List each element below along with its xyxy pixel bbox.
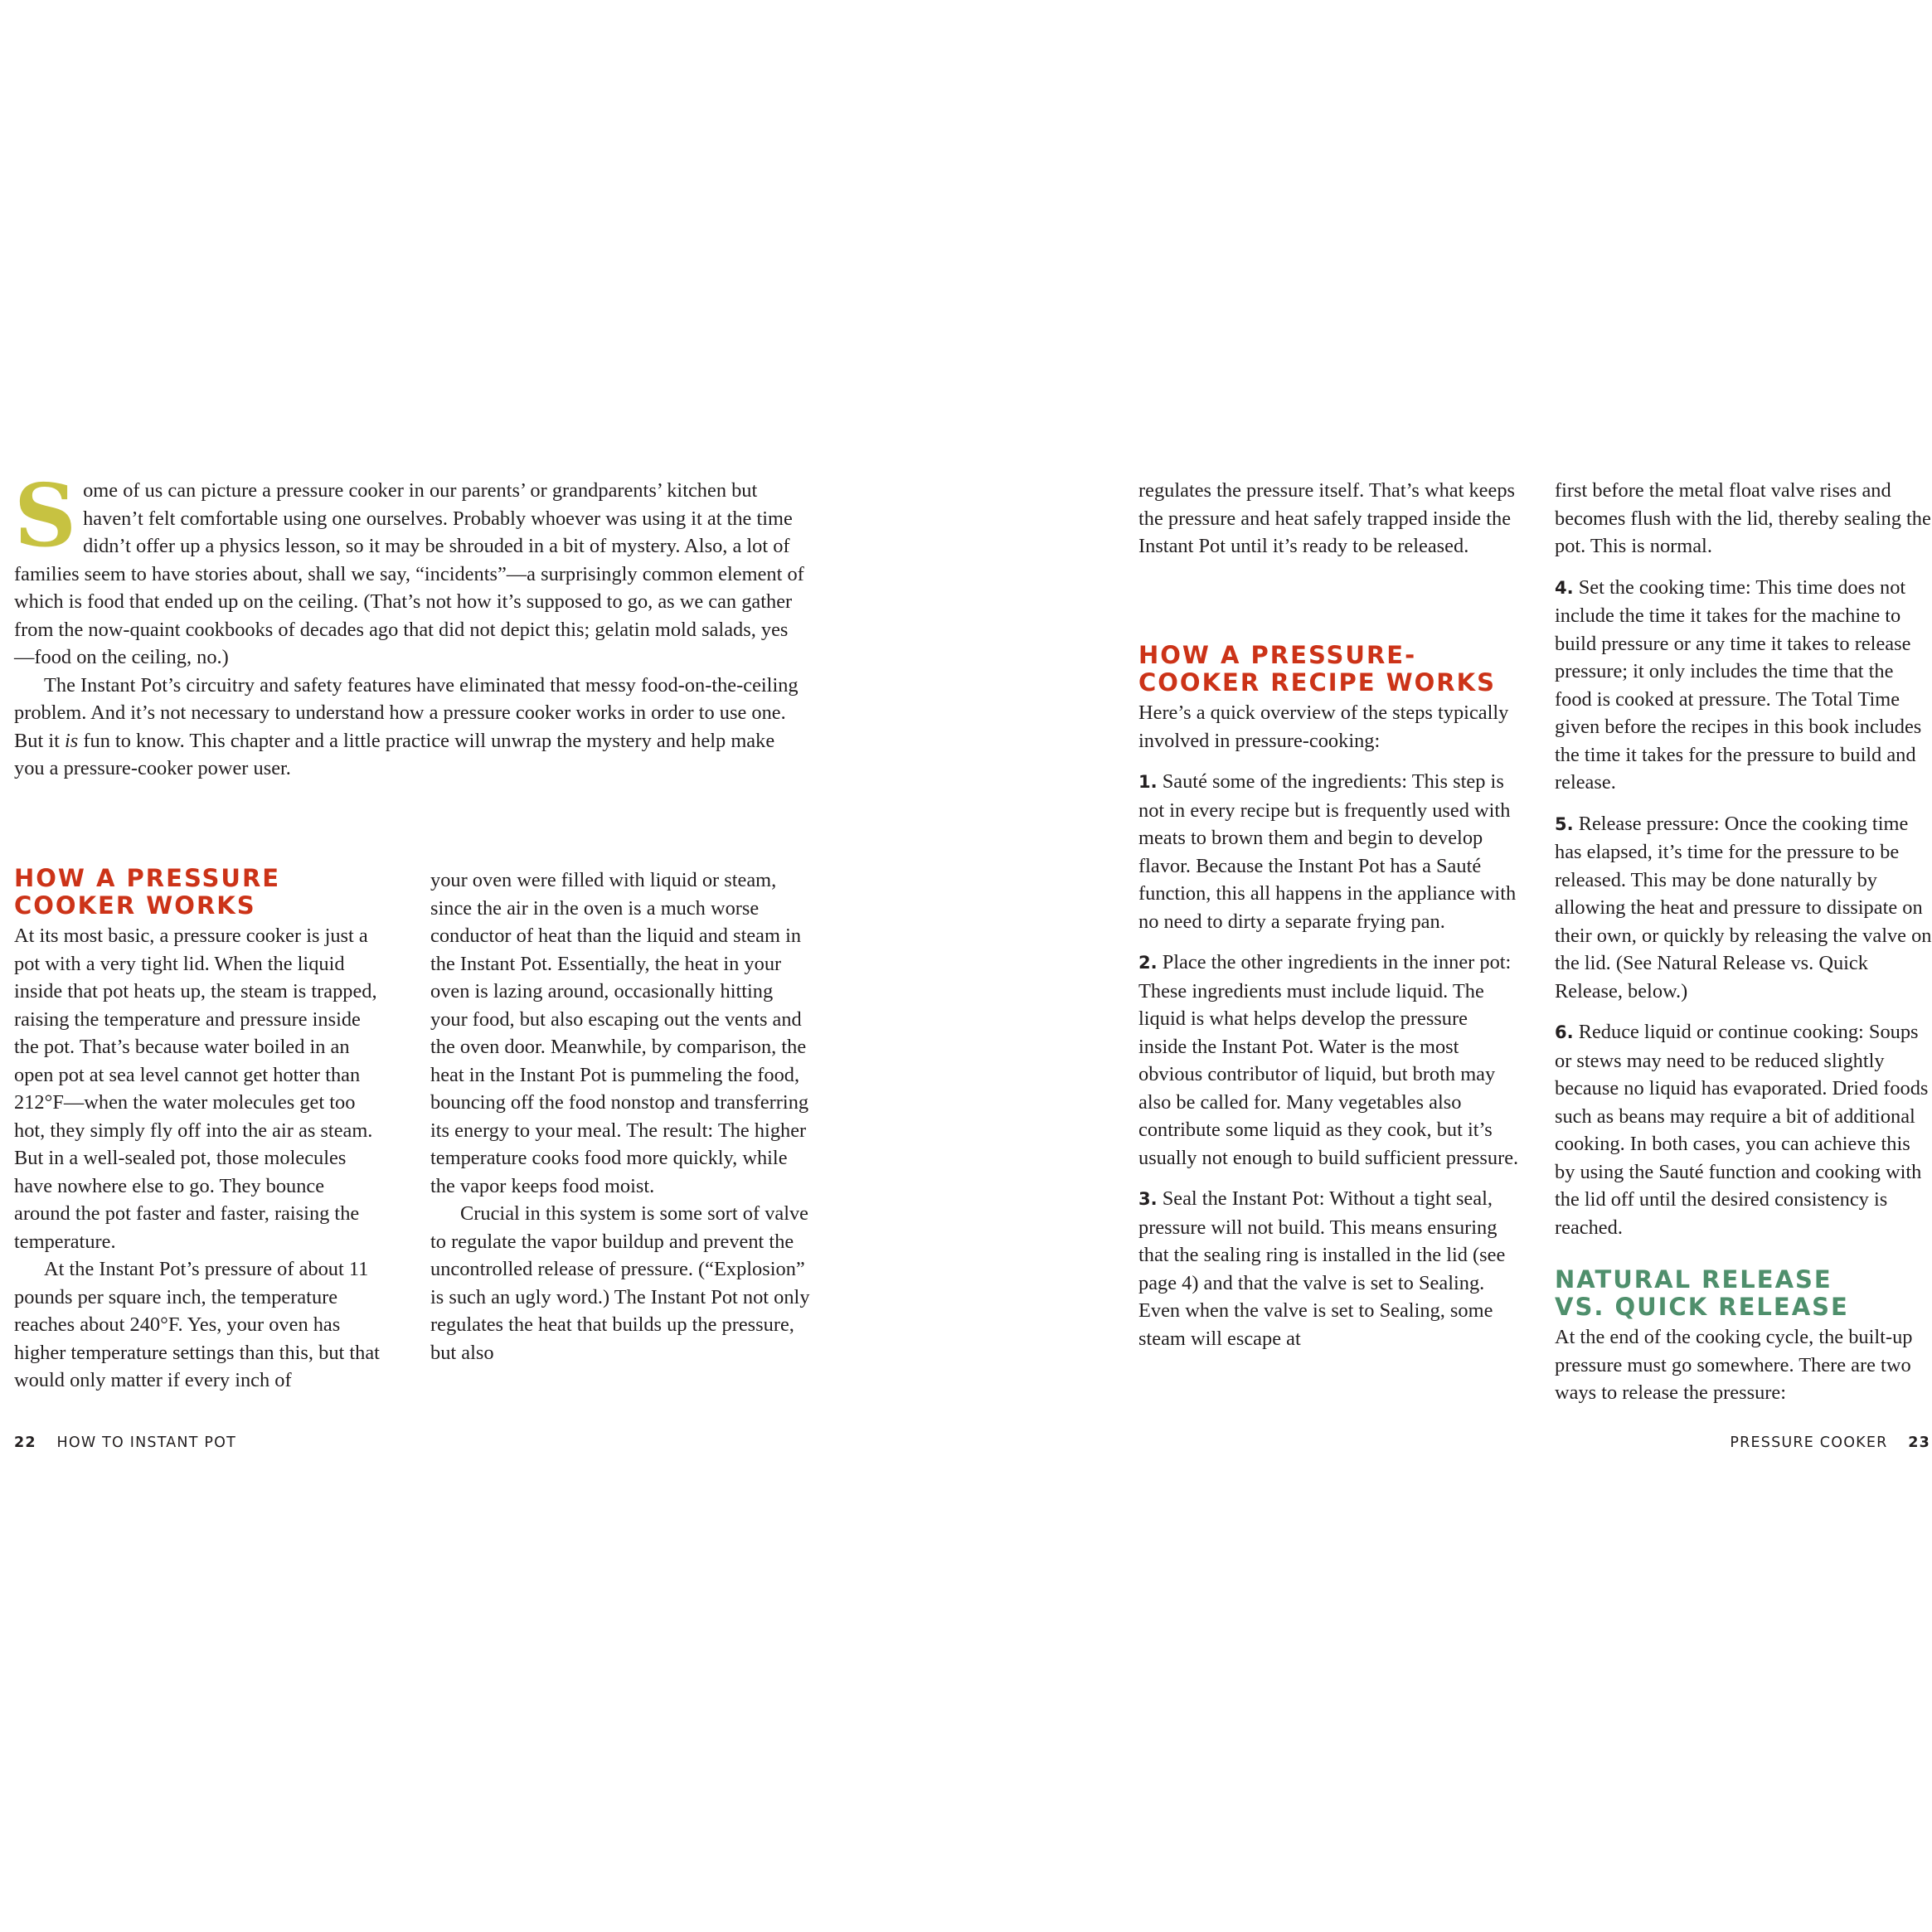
col1-paragraph-2: At the Instant Pot’s pressure of about 11 pounds per square inch, the temperature reaches about 240°F. Yes, your oven has higher temperature settings than this, but that would only matter if every inch of xyxy=(14,1258,380,1391)
step-4: 4. Set the cooking time: This time does not include the time it takes for the machine to build pressure or any time it takes to release pressure; it only includes the time that the food is cooked at pressure. The Total Time given before the recipes in this book includes the time it takes for the pressure to build and release. xyxy=(1555,575,1922,794)
release-paragraph-block xyxy=(1555,1323,1932,1407)
left-column-1 xyxy=(14,922,385,1395)
drop-cap: S xyxy=(14,464,77,566)
section-heading-how-pressure-cooker-works: HOW A PRESSURE COOKER WORKS xyxy=(14,864,281,920)
emphasis-is: is xyxy=(65,729,79,752)
step-3-continued: first before the metal float valve rises and becomes flush with the lid, thereby sealing the pot. This is normal. xyxy=(1555,479,1931,557)
right-column-1 xyxy=(1138,477,1520,561)
recipe-intro: Here’s a quick overview of the steps typically involved in pressure-cooking: xyxy=(1138,701,1509,752)
left-column-2 xyxy=(430,866,812,1366)
running-head-right: PRESSURE COOKER xyxy=(1730,1434,1888,1451)
left-folio xyxy=(14,1434,236,1451)
release-paragraph: At the end of the cooking cycle, the built-up pressure must go somewhere. There are two ways to release the pressure: xyxy=(1555,1326,1913,1404)
page-number-23: 23 xyxy=(1908,1434,1930,1451)
recipe-steps-column-2 xyxy=(1555,477,1932,1255)
step-1: 1. Sauté some of the ingredients: This step is not in every recipe but is frequently used with meats to brown them and begin to develop flavor. Because the Instant Pot has a Sauté function, this all happens in the appliance with no need to dirty a separate frying pan. xyxy=(1138,770,1517,933)
step-6: 6. Reduce liquid or continue cooking: Soups or stews may need to be reduced slightly because no liquid has evaporated. Dried foods such as beans may require a bit of additional cooking. In both cases, you can achieve this by using the Sauté function and cooking with the lid off until the desired consistency is reached. xyxy=(1555,1021,1929,1239)
step-2: 2. Place the other ingredients in the inner pot: These ingredients must include liquid. The liquid is what helps develop the pressure inside the Instant Pot. Water is the most obvious contributor of liquid, but broth may also be called for. Many vegetables also contribute some liquid as they cook, but it’s usually not enough to build sufficient pressure. xyxy=(1138,951,1519,1169)
col1-paragraph-1: At its most basic, a pressure cooker is just a pot with a very tight lid. When the liquid inside that pot heats up, the steam is trapped, raising the temperature and pressure inside the pot. That’s because water boiled in an open pot at sea level cannot get hotter than 212°F—when the water molecules get too hot, they simply fly off into the air as steam. But in a well-sealed pot, those molecules have nowhere else to go. They bounce around the pot faster and faster, raising the temperature. xyxy=(14,925,377,1253)
col2-paragraph-1: your oven were filled with liquid or steam, since the air in the oven is a much worse conductor of heat than the liquid and steam in the Instant Pot. Essentially, the heat in your oven is lazing around, occasionally hitting your food, but also escaping out the vents and the oven door. Meanwhile, by comparison, the heat in the Instant Pot is pummeling the food, bouncing off the food nonstop and transferring its energy to your meal. The result: The higher temperature cooks food more quickly, while the vapor keeps food moist. xyxy=(430,869,809,1197)
step-number: 6. xyxy=(1555,1022,1574,1042)
step-number: 4. xyxy=(1555,577,1574,598)
intro-paragraph-2: The Instant Pot’s circuitry and safety features have eliminated that messy food-on-the-ceiling problem. And it’s not necessary to understand how a pressure cooker works in order to use one. But it is fun to know. This chapter and a little practice will unwrap the mystery and help make you a pressure-cooker power user. xyxy=(14,673,799,779)
recipe-steps-column-1 xyxy=(1138,699,1520,1366)
col2-paragraph-2: Crucial in this system is some sort of valve to regulate the vapor buildup and prevent the uncontrolled release of pressure. (“Explosion” is such an ugly word.) The Instant Pot not only regulates the heat that builds up the pressure, but also xyxy=(430,1202,810,1364)
step-3: 3. Seal the Instant Pot: Without a tight seal, pressure will not build. This means ensuring that the sealing ring is installed in the lid (see page 4) and that the valve is set to Sealing. Even when the valve is set to Sealing, some steam will escape at xyxy=(1138,1187,1506,1350)
section-heading-natural-release: NATURAL RELEASE VS. QUICK RELEASE xyxy=(1555,1265,1849,1321)
step-number: 3. xyxy=(1138,1189,1158,1209)
section-heading-recipe-works: HOW A PRESSURE-COOKER RECIPE WORKS xyxy=(1138,641,1497,697)
intro-paragraph-1: Some of us can picture a pressure cooker in our parents’ or grandparents’ kitchen but haven’t felt comfortable using one ourselves. Probably whoever was using it at the time didn’t offer up a physics lesson, so it may be shrouded in a bit of mystery. Also, a lot of families seem to have stories about, shall we say, “incidents”—a surprisingly common element of which is food that ended up on the ceiling. (That’s not how it’s supposed to go, as we can gather from the now-quaint cookbooks of decades ago that did not depict this; gelatin mold salads, yes—food on the ceiling, no.) xyxy=(14,464,804,668)
running-head-left: HOW TO INSTANT POT xyxy=(56,1434,236,1451)
intro-block xyxy=(14,464,806,783)
step-number: 5. xyxy=(1555,813,1574,834)
right-folio xyxy=(1730,1434,1930,1451)
step-number: 2. xyxy=(1138,953,1158,973)
continued-paragraph: regulates the pressure itself. That’s what keeps the pressure and heat safely trapped inside the Instant Pot until it’s ready to be released. xyxy=(1138,479,1516,557)
step-5: 5. Release pressure: Once the cooking time has elapsed, it’s time for the pressure to be released. This may be done naturally by allowing the heat and pressure to dissipate on their own, or quickly by releasing the valve on the lid. (See Natural Release vs. Quick Release, below.) xyxy=(1555,812,1932,1002)
page-number-22: 22 xyxy=(14,1434,36,1451)
step-number: 1. xyxy=(1138,772,1158,792)
right-page xyxy=(966,0,1932,1932)
